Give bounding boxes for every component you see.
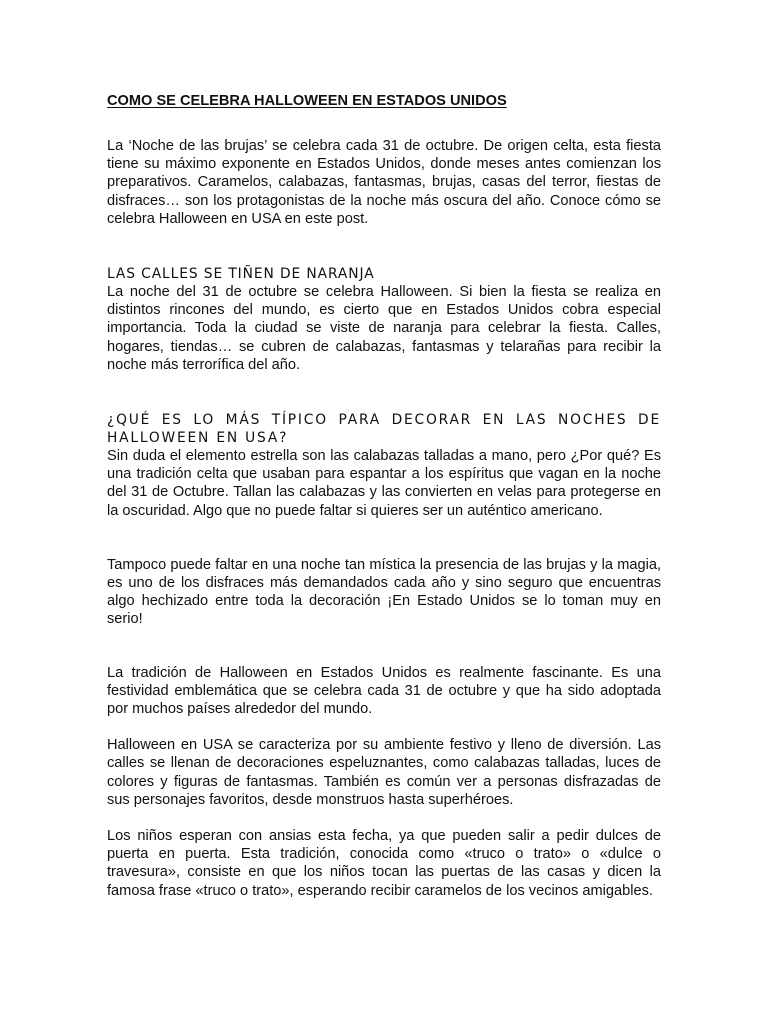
paragraph-ambiente: Halloween en USA se caracteriza por su ambiente festivo y lleno de diversión. Las calles se llenan de decoraciones espeluznantes, como calabazas talladas, luces de colores y figuras de fantasmas. También es común ver a personas disfrazadas de sus personajes favoritos, desde monstruos hasta superhéroes. [107, 737, 661, 808]
paragraph-tradicion: La tradición de Halloween en Estados Unidos es realmente fascinante. Es una festividad emblemática que se celebra cada 31 de octubre y que ha sido adoptada por muchos países alrededor del mundo. [107, 664, 661, 718]
document-body [107, 92, 661, 900]
section-paragraph-calles: La noche del 31 de octubre se celebra Halloween. Si bien la fiesta se realiza en distintos rincones del mundo, es cierto que en Estados Unidos cobra especial importancia. Toda la ciudad se viste de naranja para celebrar la fiesta. Calles, hogares, tiendas… se cubren de calabazas, fantasmas y telarañas para recibir la noche más terrorífica del año. [107, 284, 661, 373]
section-heading-decorar: ¿QUÉ ES LO MÁS TÍPICO PARA DECORAR EN LAS NOCHES DE HALLOWEEN EN USA? [107, 412, 661, 447]
section-heading-calles: LAS CALLES SE TIÑEN DE NARANJA [107, 266, 375, 283]
intro-paragraph: La ‘Noche de las brujas’ se celebra cada 31 de octubre. De origen celta, esta fiesta tiene su máximo exponente en Estados Unidos, donde meses antes comienzan los preparativos. Caramelos, calabazas, fantasmas, brujas, casas del terror, fiestas de disfraces… son los protagonistas de la noche más oscura del año. Conoce cómo se celebra Halloween en USA en este post. [107, 138, 661, 227]
paragraph-ninos: Los niños esperan con ansias esta fecha, ya que pueden salir a pedir dulces de puerta en puerta. Esta tradición, conocida como «truco o trato» o «dulce o travesura», consiste en que los niños tocan las puertas de las casas y dicen la famosa frase «truco o trato», esperando recibir caramelos de los vecinos amigables. [107, 828, 661, 899]
section-paragraph-decorar: Sin duda el elemento estrella son las calabazas talladas a mano, pero ¿Por qué? Es una tradición celta que usaban para espantar a los espíritus que vagan en la noche del 31 de Octubre. Tallan las calabazas y las convierten en velas para protegerse en la oscuridad. Algo que no puede faltar si quieres ser un auténtico americano. [107, 448, 661, 519]
page-title: COMO SE CELEBRA HALLOWEEN EN ESTADOS UNIDOS [107, 93, 507, 109]
paragraph-brujas: Tampoco puede faltar en una noche tan mística la presencia de las brujas y la magia, es uno de los disfraces más demandados cada año y sino seguro que encuentras algo hechizado entre toda la decoración ¡En Estado Unidos se lo toman muy en serio! [107, 556, 661, 628]
